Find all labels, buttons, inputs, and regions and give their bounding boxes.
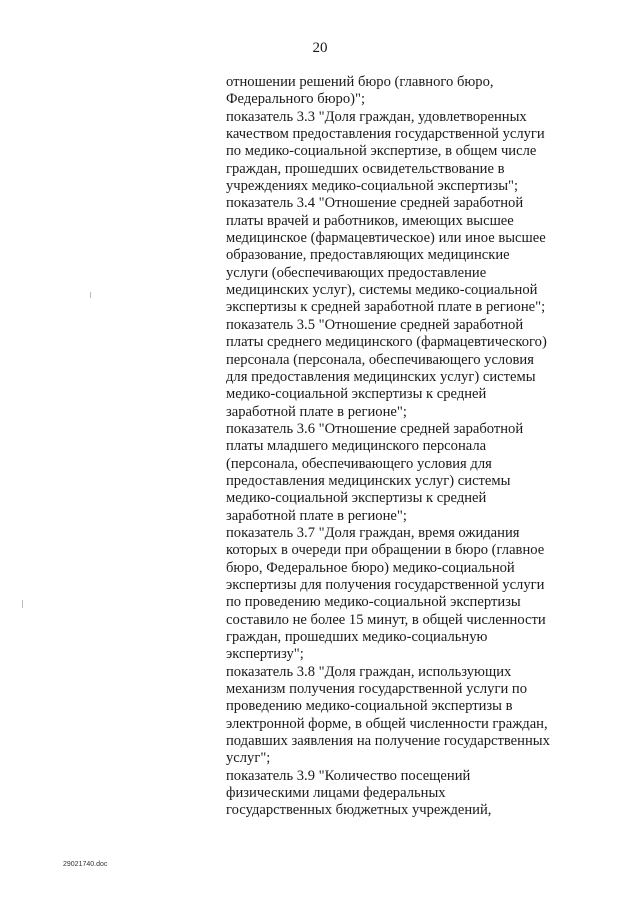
text-line: учреждениях медико-социальной экспертизы"; (226, 178, 519, 195)
text-line: по медико-социальной экспертизе, в общем числе (226, 143, 537, 160)
text-line: бюро, Федеральное бюро) медико-социальной (226, 559, 515, 576)
text-line: по проведению медико-социальной экспертизы (226, 594, 521, 611)
text-line: показатель 3.8 "Доля граждан, использующих (226, 663, 512, 680)
text-line: которых в очереди при обращении в бюро (главное (226, 542, 545, 559)
text-line: экспертизу"; (226, 646, 304, 663)
text-line: предоставления медицинских услуг) системы (226, 472, 511, 489)
text-line: экспертизы к средней заработной плате в регионе"; (226, 299, 546, 316)
text-line: (персонала, обеспечивающего условия для (226, 455, 492, 472)
text-line: граждан, прошедших освидетельствование в (226, 160, 505, 177)
scan-speck (22, 600, 23, 608)
text-line: показатель 3.9 "Количество посещений (226, 767, 471, 784)
text-line: платы среднего медицинского (фармацевтического) (226, 334, 547, 351)
text-line: медико-социальной экспертизы к средней (226, 386, 487, 403)
text-line: составило не более 15 минут, в общей численности (226, 611, 546, 628)
text-line: граждан, прошедших медико-социальную (226, 629, 488, 645)
text-line: показатель 3.3 "Доля граждан, удовлетворенных (226, 108, 527, 125)
text-line: подавших заявления на получение государственных (226, 733, 550, 750)
text-line: персонала (персонала, обеспечивающего условия (226, 351, 534, 368)
text-line: показатель 3.4 "Отношение средней заработной (226, 195, 524, 212)
text-line: платы младшего медицинского персонала (226, 438, 487, 455)
text-line: медико-социальной экспертизы к средней (226, 490, 487, 507)
text-line: электронной форме, в общей численности граждан, (226, 715, 548, 732)
text-line: услуг"; (226, 750, 271, 767)
footer-filename: 29021740.doc (63, 861, 108, 868)
text-line: качеством предоставления государственной услуги (226, 126, 545, 143)
text-line: показатель 3.6 "Отношение средней заработной (226, 420, 524, 437)
text-line: для предоставления медицинских услуг) системы (226, 368, 536, 385)
text-line: физическими лицами федеральных (226, 785, 446, 802)
text-line: экспертизы для получения государственной услуги (226, 576, 545, 593)
text-line: государственных бюджетных учреждений, (226, 802, 492, 819)
text-line: отношении решений бюро (главного бюро, (226, 74, 494, 90)
text-line: образование, предоставляющих медицинские (226, 247, 510, 264)
text-line: медицинских услуг), системы медико-социальной (226, 282, 538, 299)
text-line: услуги (обеспечивающих предоставление (226, 264, 487, 281)
text-line: заработной плате в регионе"; (226, 403, 407, 420)
text-line: механизм получения государственной услуги по (226, 681, 528, 698)
text-line: медицинское (фармацевтическое) или иное высшее (226, 230, 546, 247)
text-line: показатель 3.7 "Доля граждан, время ожидания (226, 524, 520, 541)
page-number: 20 (312, 40, 328, 56)
body-text (226, 74, 596, 820)
text-line: заработной плате в регионе"; (226, 507, 407, 524)
scan-speck (90, 292, 91, 298)
text-line: проведению медико-социальной экспертизы в (226, 698, 513, 715)
text-line: Федерального бюро)"; (226, 91, 366, 108)
text-line: платы врачей и работников, имеющих высшее (226, 212, 514, 229)
text-line: показатель 3.5 "Отношение средней заработной (226, 316, 524, 333)
